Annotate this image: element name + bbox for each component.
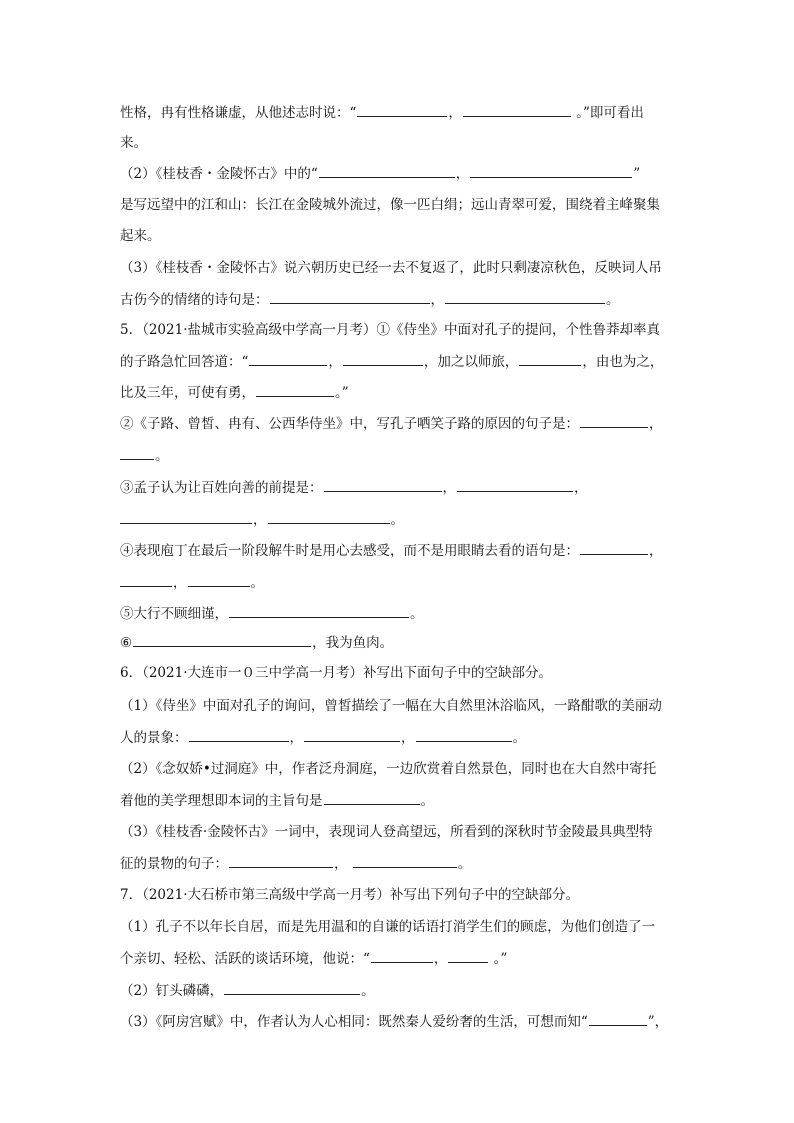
- answer-blank[interactable]: [229, 604, 409, 618]
- text-line: [120, 383, 680, 402]
- answer-blank[interactable]: [229, 854, 333, 868]
- text-segment: ，: [401, 730, 415, 746]
- text-segment: 。: [361, 983, 375, 999]
- text-segment: 个亲切、轻松、活跃的谈话环境，他说：“: [120, 951, 370, 967]
- answer-blank[interactable]: [519, 352, 581, 366]
- text-segment: （2）钉头磷磷，: [120, 983, 224, 999]
- text-segment: ，: [455, 166, 470, 182]
- answer-blank[interactable]: [589, 1012, 647, 1026]
- text-segment: 人的景象：: [120, 730, 188, 746]
- text-segment: 征的景物的句子：: [120, 856, 228, 872]
- text-line: [120, 664, 680, 682]
- text-segment: 性格，冉有性格谦虚，从他述志时说：“: [120, 105, 357, 121]
- text-segment: ，: [448, 105, 462, 121]
- text-line: [120, 697, 680, 715]
- text-segment: ，: [442, 480, 456, 496]
- text-line: [120, 918, 680, 936]
- answer-blank[interactable]: [445, 290, 605, 304]
- text-segment: 。: [155, 448, 169, 464]
- text-line: [120, 728, 680, 747]
- text-segment: 的子路急忙回答道：“: [120, 354, 249, 370]
- text-segment: ，由也为之，: [582, 354, 664, 370]
- text-segment: 比及三年，可使有勇，: [120, 385, 255, 401]
- answer-blank[interactable]: [324, 478, 442, 492]
- text-line: [120, 949, 680, 968]
- text-segment: （3）《桂枝香・金陵怀古》说六朝历史已经一去不复返了，此时只剩凄凉秋色，反映词人吊: [120, 260, 662, 276]
- text-segment: ，: [328, 354, 342, 370]
- text-segment: 。”即可看出: [571, 105, 644, 121]
- text-segment: ，: [649, 416, 663, 432]
- text-line: [120, 103, 680, 122]
- text-segment: ”，: [647, 1014, 669, 1030]
- text-line: [120, 604, 680, 623]
- answer-blank[interactable]: [371, 949, 433, 963]
- text-segment: ③孟子认为让百姓向善的前提是：: [120, 480, 323, 496]
- text-segment: ，我为鱼肉。: [312, 635, 394, 651]
- text-line: [120, 823, 680, 841]
- text-segment: 7．（2021·大石桥市第三高级中学高一月考）补写出下列句子中的空缺部分。: [120, 887, 579, 903]
- text-segment: 6．（2021·大连市一０三中学高一月考）补写出下面句子中的空缺部分。: [120, 665, 552, 681]
- text-segment: 是写远望中的江和山：长江在金陵城外流过，像一匹白绢；远山青翠可爱，围绕着主峰聚集: [120, 197, 660, 213]
- text-segment: 。: [390, 512, 404, 528]
- text-line: [120, 321, 680, 339]
- text-segment: ，: [433, 951, 448, 967]
- answer-blank[interactable]: [133, 633, 311, 647]
- answer-blank[interactable]: [189, 728, 289, 742]
- text-line: [120, 541, 680, 560]
- text-segment: 。: [512, 730, 526, 746]
- text-line: [120, 573, 680, 592]
- text-line: [120, 134, 680, 152]
- text-segment: 古伤今的情绪的诗句是：: [120, 292, 269, 308]
- answer-blank[interactable]: [270, 290, 430, 304]
- answer-blank[interactable]: [188, 573, 250, 587]
- text-line: [120, 1012, 680, 1031]
- text-segment: （1）《侍坐》中面对孔子的询问，曾皙描绘了一幅在大自然里沐浴临风，一路酣歌的美丽动: [120, 698, 662, 714]
- answer-blank[interactable]: [120, 573, 172, 587]
- text-segment: （3）《桂枝香·金陵怀古》一词中，表现词人登高望远，所看到的深秋时节金陵最具典型特: [120, 824, 653, 840]
- text-segment: ，: [649, 543, 663, 559]
- text-segment: 。: [250, 575, 264, 591]
- text-line: [120, 760, 680, 778]
- text-line: [120, 791, 680, 810]
- text-segment: ④表现庖丁在最后一阶段解牛时是用心去感受，而不是用眼睛去看的语句是：: [120, 543, 579, 559]
- text-segment: ⑥: [120, 635, 133, 651]
- answer-blank[interactable]: [448, 949, 488, 963]
- text-line: [120, 259, 680, 277]
- text-line: [120, 196, 680, 214]
- text-segment: （1）孔子不以年长自居，而是先用温和的自谦的话语打消学生们的顾虑，为他们创造了一: [120, 919, 656, 935]
- text-line: [120, 290, 680, 309]
- answer-blank[interactable]: [470, 164, 632, 178]
- answer-blank[interactable]: [256, 383, 334, 397]
- text-segment: 。”: [489, 951, 508, 967]
- text-segment: （2）《桂枝香・金陵怀古》中的“: [120, 166, 318, 182]
- answer-blank[interactable]: [249, 352, 327, 366]
- answer-blank[interactable]: [304, 728, 400, 742]
- text-segment: ②《子路、曾皙、冉有、公西华侍坐》中，写孔子哂笑子路的原因的句子是：: [120, 416, 579, 432]
- text-segment: ，: [334, 856, 352, 872]
- text-line: [120, 510, 680, 529]
- answer-blank[interactable]: [580, 541, 648, 555]
- text-line: [120, 164, 680, 183]
- text-segment: ，: [289, 730, 303, 746]
- text-segment: 。”: [335, 385, 349, 401]
- answer-blank[interactable]: [357, 103, 447, 117]
- text-segment: （2）《念奴娇•过洞庭》中，作者泛舟洞庭，一边欣赏着自然景色，同时也在大自然中寄托: [120, 761, 657, 777]
- text-line: [120, 446, 680, 465]
- text-segment: 来。: [120, 135, 147, 151]
- text-segment: ，: [430, 292, 444, 308]
- answer-blank[interactable]: [268, 510, 390, 524]
- text-line: [120, 414, 680, 433]
- text-segment: ⑤大行不顾细谨，: [120, 606, 228, 622]
- text-line: [120, 854, 680, 873]
- answer-blank[interactable]: [343, 352, 423, 366]
- text-segment: ，: [253, 512, 267, 528]
- text-segment: ，加之以师旅，: [423, 354, 519, 370]
- answer-blank[interactable]: [120, 446, 154, 460]
- text-segment: ，: [574, 480, 588, 496]
- answer-blank[interactable]: [353, 854, 457, 868]
- text-segment: 。: [606, 292, 620, 308]
- answer-blank[interactable]: [224, 981, 360, 995]
- text-segment: 起来。: [120, 228, 161, 244]
- answer-blank[interactable]: [457, 478, 573, 492]
- text-line: [120, 352, 680, 371]
- text-segment: （3）《阿房宫赋》中，作者认为人心相同：既然秦人爱纷奢的生活，可想而知“: [120, 1014, 588, 1030]
- text-segment: ，: [173, 575, 187, 591]
- answer-blank[interactable]: [463, 103, 571, 117]
- answer-blank[interactable]: [319, 164, 455, 178]
- text-segment: 。: [410, 606, 424, 622]
- text-line: [120, 981, 680, 1000]
- text-line: [120, 227, 680, 245]
- text-line: [120, 633, 680, 652]
- text-segment: 着他的美学理想即本词的主旨句是: [120, 793, 323, 809]
- answer-blank[interactable]: [324, 791, 420, 805]
- answer-blank[interactable]: [120, 510, 252, 524]
- answer-blank[interactable]: [416, 728, 512, 742]
- text-line: [120, 478, 680, 497]
- text-segment: ”: [633, 166, 641, 182]
- text-line: [120, 886, 680, 904]
- text-segment: 5．（2021·盐城市实验高级中学高一月考）①《侍坐》中面对孔子的提问，个性鲁莽却率真: [120, 322, 660, 338]
- text-segment: 。: [420, 793, 434, 809]
- answer-blank[interactable]: [580, 414, 648, 428]
- text-segment: 。: [457, 856, 472, 872]
